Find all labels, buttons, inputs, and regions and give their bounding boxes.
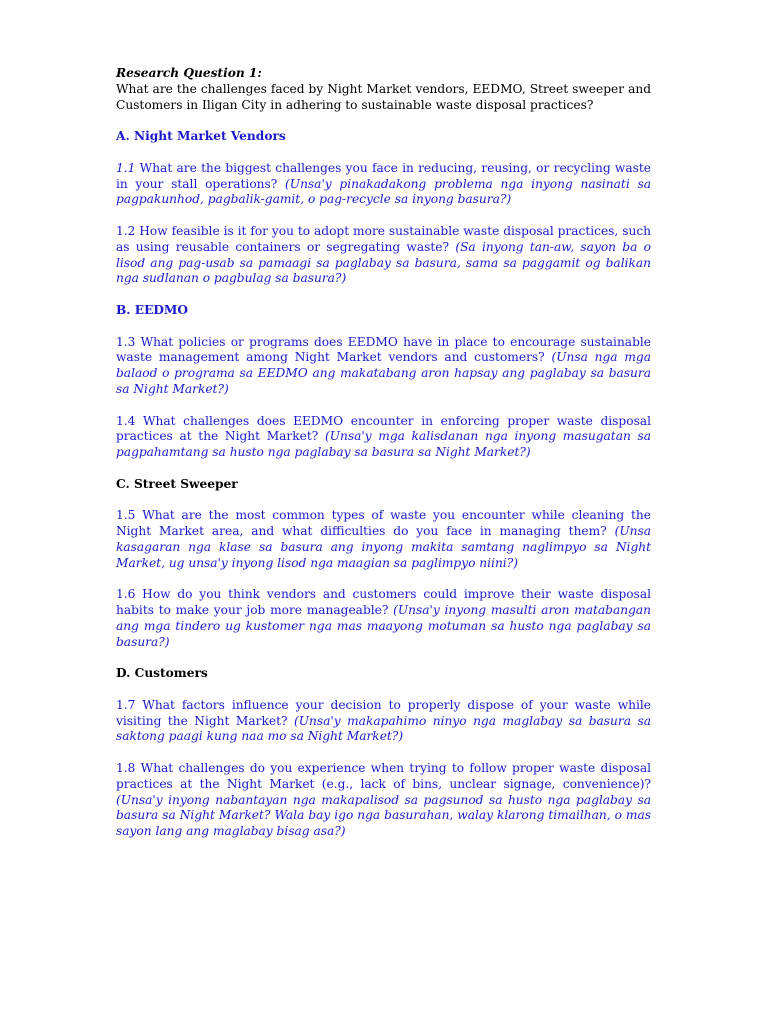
question-1-3 [116, 335, 651, 398]
question-english: What challenges do you experience when trying to follow proper waste disposal practices at the Night Market (e.g., lack of bins, unclear signage, convenience)? [116, 761, 651, 791]
section-heading-eedmo: B. EEDMO [116, 302, 189, 317]
question-1-7 [116, 698, 651, 745]
question-number: 1.3 [116, 334, 136, 349]
question-cebuano: (Unsa'y makapahimo ninyo nga maglabay sa basura sa saktong paagi kung naa mo sa Night Market?) [116, 713, 651, 744]
section-heading-customers: D. Customers [116, 666, 208, 681]
question-1-5 [116, 508, 651, 571]
question-english: What factors influence your decision to properly dispose of your waste while visiting the Night Market? [116, 697, 651, 728]
question-english: What are the biggest challenges you face in reducing, reusing, or recycling waste in your stall operations? [116, 160, 651, 191]
question-cebuano: (Sa inyong tan-aw, sayon ba o lisod ang pag-usab sa pamaagi sa paglabay sa basura, sama sa paggamit og balikan nga sudlanan o pagbulag sa basura?) [116, 239, 651, 286]
question-1-6 [116, 587, 651, 650]
question-number: 1.7 [116, 697, 136, 712]
question-english: What are the most common types of waste you encounter while cleaning the Night Market area, and what difficulties do you face in managing them? [116, 508, 651, 539]
question-cebuano: (Unsa nga mga balaod o programa sa EEDMO ang makatabang aron hapsay ang paglabay sa basura sa Night Market?) [116, 350, 651, 396]
research-question-text: What are the challenges faced by Night Market vendors, EEDMO, Street sweeper and Customers in Iligan City in adhering to sustainable waste disposal practices? [116, 81, 651, 112]
question-number: 1.1 [116, 160, 136, 175]
question-english: What policies or programs does EEDMO have in place to encourage sustainable waste management among Night Market vendors and customers? [116, 334, 651, 365]
question-1-2 [116, 224, 651, 287]
question-1-4 [116, 414, 651, 461]
question-cebuano: (Unsa'y pinakadakong problema nga inyong nasinati sa pagpakunhod, pagbalik-gamit, o pag-recycle sa inyong basura?) [116, 176, 651, 207]
question-cebuano: (Unsa'y inyong nabantayan nga makapalisod sa pagsunod sa husto nga paglabay sa basura sa Night Market? Wala bay igo nga basurahan, walay klarong timailhan, o mas sayon lang ang maglabay bisag asa?) [116, 792, 651, 839]
question-number: 1.6 [116, 587, 136, 602]
question-number: 1.5 [116, 508, 136, 523]
section-heading-vendors: A. Night Market Vendors [116, 129, 286, 144]
question-cebuano: (Unsa'y mga kalisdanan nga inyong masugatan sa pagpahamtang sa husto nga paglabay sa basura sa Night Market?) [116, 429, 651, 460]
question-1-1 [116, 161, 651, 208]
question-number: 1.8 [116, 761, 136, 776]
question-cebuano: (Unsa'y inyong masulti aron matabangan ang mga tindero ug kustomer nga mas maayong motuman sa husto nga paglabay sa basura?) [116, 603, 652, 649]
question-1-8 [116, 761, 651, 840]
question-english: What challenges does EEDMO encounter in enforcing proper waste disposal practices at the Night Market? [116, 413, 651, 444]
section-heading-street-sweeper: C. Street Sweeper [116, 476, 238, 491]
question-cebuano: (Unsa kasagaran nga klase sa basura ang inyong makita samtang naglimpyo sa Night Market, ug unsa'y inyong lisod nga maagian sa paglimpyo niini?) [116, 524, 651, 570]
document-page [116, 66, 651, 856]
question-english: How feasible is it for you to adopt more sustainable waste disposal practices, such as using reusable containers or segregating waste? [116, 223, 651, 254]
question-english: How do you think vendors and customers could improve their waste disposal habits to make your job more manageable? [116, 587, 651, 618]
question-number: 1.4 [116, 413, 136, 428]
research-question-label: Research Question 1: [116, 66, 262, 80]
question-number: 1.2 [116, 223, 136, 238]
